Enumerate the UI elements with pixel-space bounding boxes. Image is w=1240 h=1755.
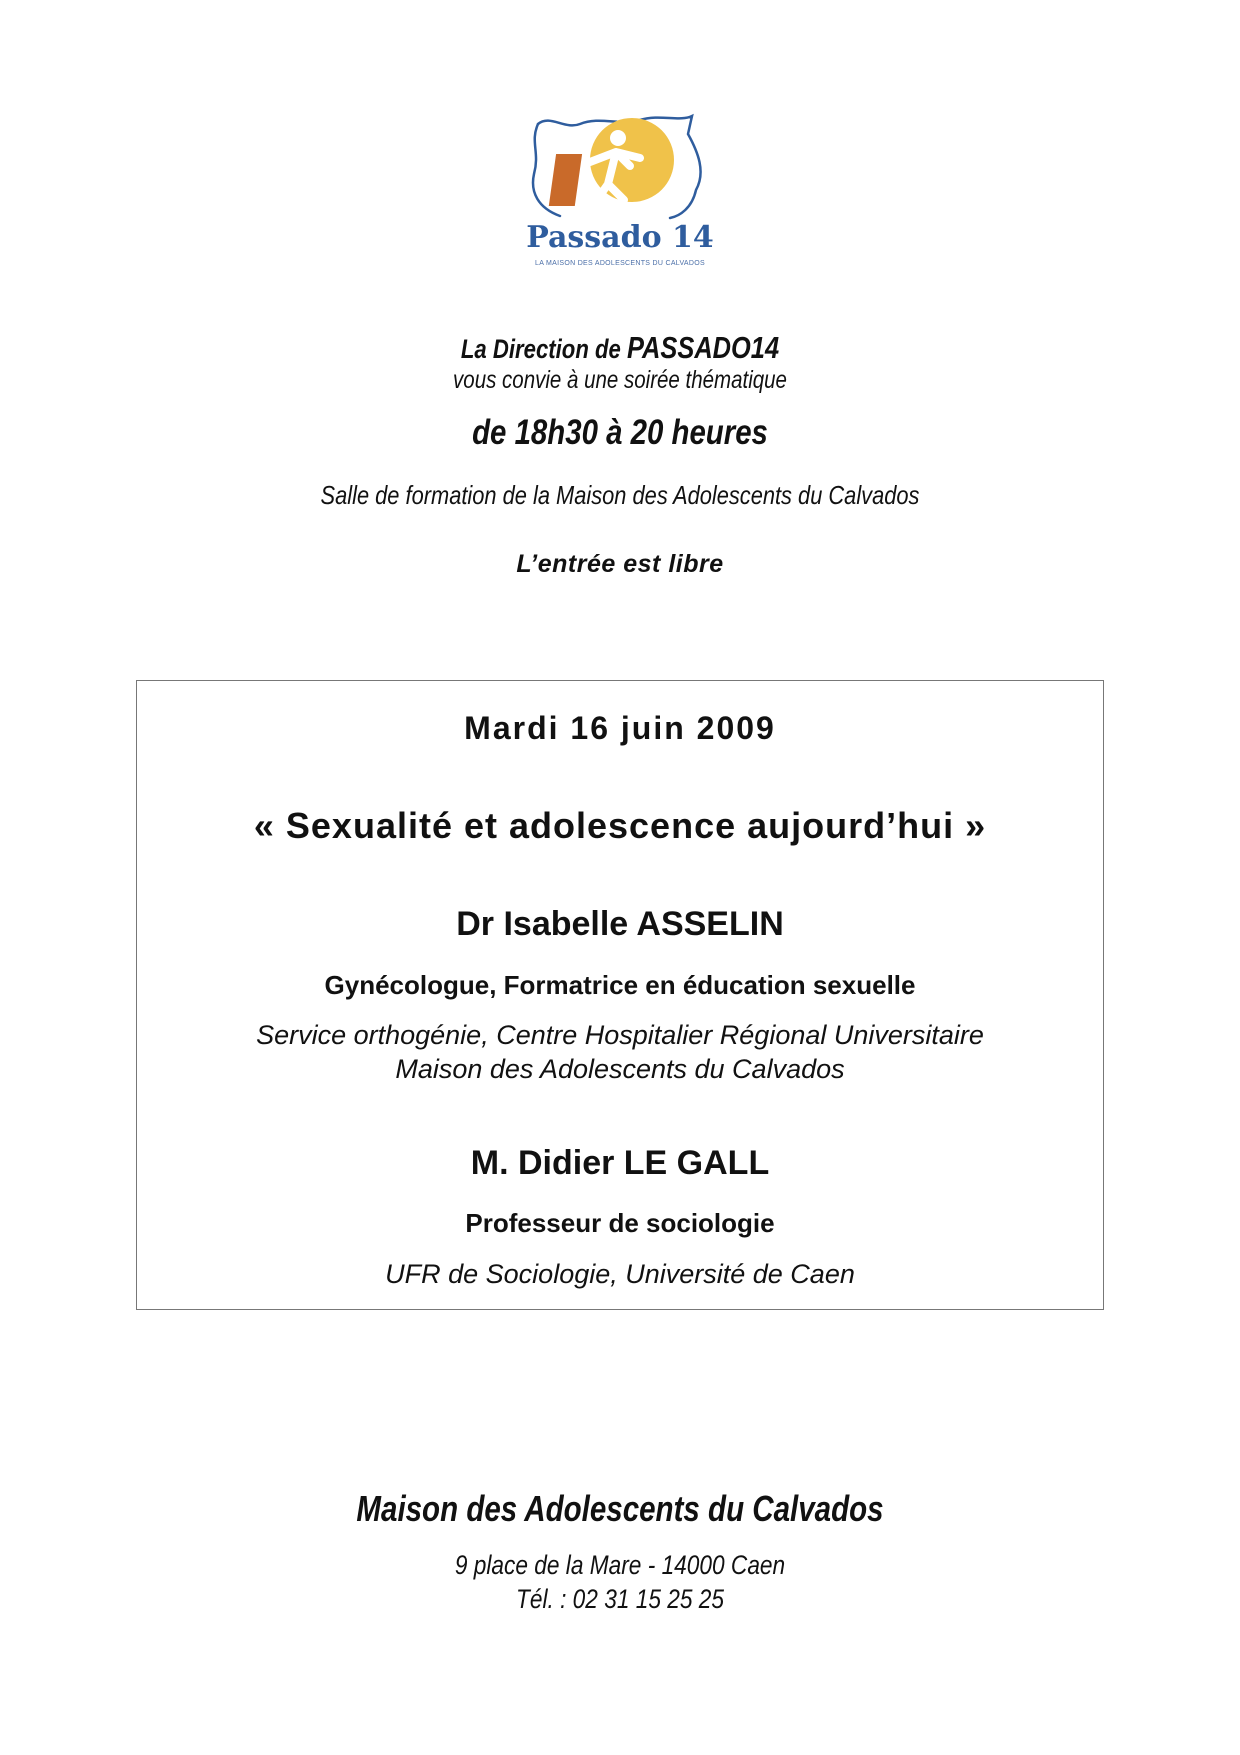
speaker-1-role: Gynécologue, Formatrice en éducation sexuelle bbox=[324, 970, 916, 1000]
footer-phone: Tél. : 02 31 15 25 25 bbox=[515, 1584, 725, 1614]
invitation-line-2: vous convie à une soirée thématique bbox=[453, 366, 787, 394]
entry-note: L’entrée est libre bbox=[516, 550, 724, 578]
speaker-2-role: Professeur de sociologie bbox=[465, 1208, 775, 1238]
logo-tagline: LA MAISON DES ADOLESCENTS DU CALVADOS bbox=[535, 260, 705, 267]
footer-address: 9 place de la Mare - 14000 Caen bbox=[454, 1550, 786, 1580]
event-place: Salle de formation de la Maison des Adolescents du Calvados bbox=[320, 480, 920, 510]
speaker-1-affiliation-2: Maison des Adolescents du Calvados bbox=[395, 1054, 845, 1084]
speaker-1-affiliation-1: Service orthogénie, Centre Hospitalier Régional Universitaire bbox=[256, 1020, 984, 1050]
speaker-2-name: M. Didier LE GALL bbox=[470, 1144, 770, 1182]
passado14-logo bbox=[520, 112, 720, 272]
event-time: de 18h30 à 20 heures bbox=[472, 413, 768, 452]
speaker-2-affiliation-1: UFR de Sociologie, Université de Caen bbox=[385, 1259, 855, 1289]
organizer-name: PASSADO14 bbox=[626, 330, 780, 365]
event-title: « Sexualité et adolescence aujourd’hui » bbox=[253, 805, 987, 846]
invitation-line-1 bbox=[112, 330, 1129, 366]
event-date: Mardi 16 juin 2009 bbox=[464, 710, 776, 746]
invitation-prefix: La Direction de bbox=[460, 334, 627, 364]
door-shape bbox=[549, 154, 582, 206]
logo-graphic bbox=[520, 112, 720, 232]
footer-organization: Maison des Adolescents du Calvados bbox=[356, 1488, 884, 1529]
speaker-1-name: Dr Isabelle ASSELIN bbox=[456, 905, 784, 943]
logo-brand-text: Passado 14 bbox=[526, 220, 714, 255]
